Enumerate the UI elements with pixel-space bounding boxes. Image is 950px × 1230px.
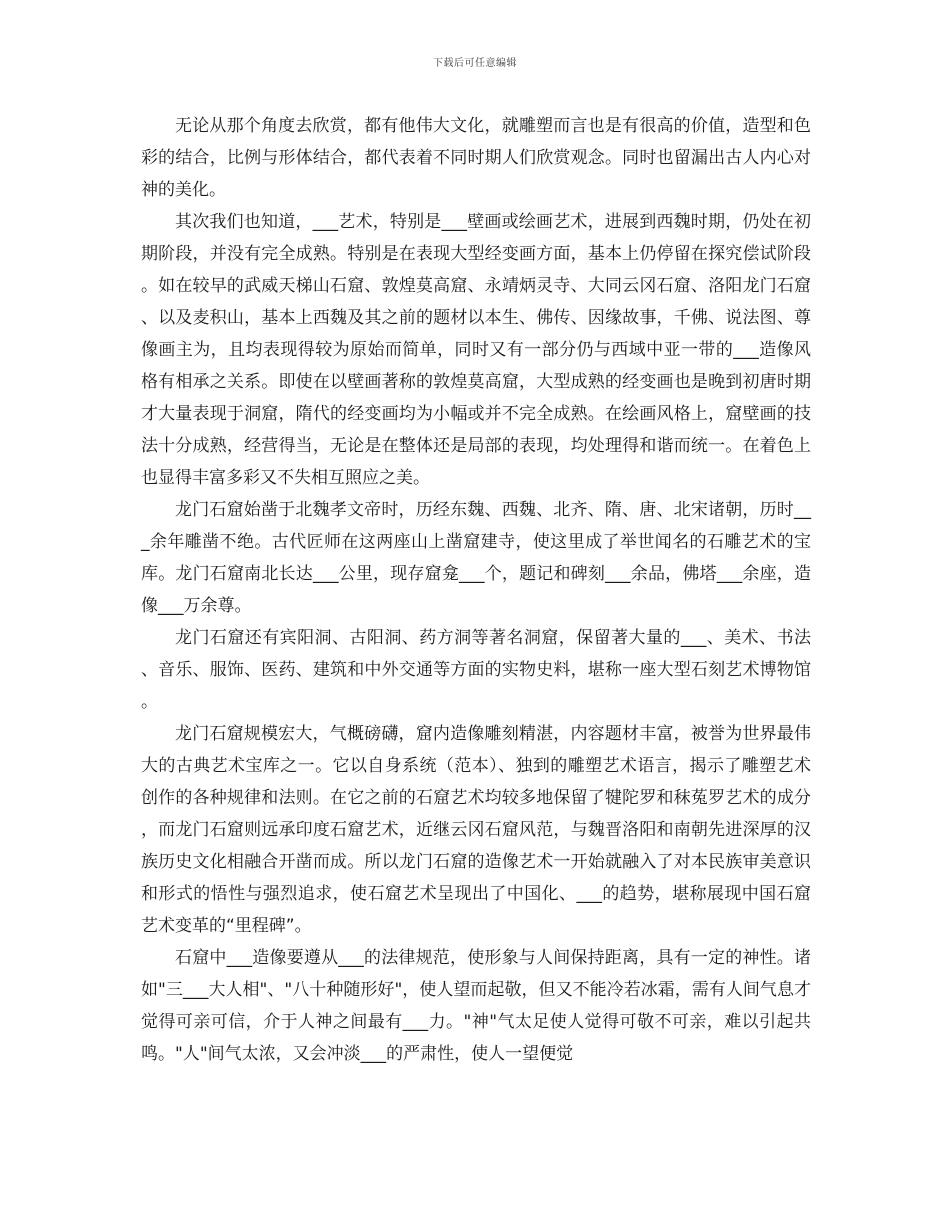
paragraph: 龙门石窟还有宾阳洞、古阳洞、药方洞等著名洞窟，保留著大量的___、美术、书法、音乐、服饰、医药、建筑和中外交通等方面的实物史料，堪称一座大型石刻艺术博物馆。 <box>141 628 811 712</box>
paragraph: 龙门石窟规模宏大，气概磅礴，窟内造像雕刻精湛，内容题材丰富，被誉为世界最伟大的古典艺术宝库之一。它以自身系统（范本）、独到的雕塑艺术语言，揭示了雕塑艺术创作的各种规律和法则。在它之前的石窟艺术均较多地保留了犍陀罗和秣菟罗艺术的成分，而龙门石窟则远承印度石窟艺术，近继云冈石窟风范，与魏晋洛阳和南朝先进深厚的汉族历史文化相融合开凿而成。所以龙门石窟的造像艺术一开始就融入了对本民族审美意识和形式的悟性与强烈追求，使石窟艺术呈现出了中国化、___的趋势，堪称展现中国石窟艺术变革的“里程碑”。 <box>141 724 811 936</box>
page-header: 下载后可任意编辑 <box>433 58 517 69</box>
paragraph: 龙门石窟始凿于北魏孝文帝时，历经东魏、西魏、北齐、隋、唐、北宋诸朝，历时___余年雕凿不绝。古代匠师在这两座山上凿窟建寺，使这里成了举世闻名的石雕艺术的宝库。龙门石窟南北长达___公里，现存窟龛___个，题记和碑刻___余品，佛塔___余座，造像___万余尊。 <box>141 500 811 616</box>
document-body <box>141 110 811 1070</box>
paragraph: 无论从那个角度去欣赏，都有他伟大文化，就雕塑而言也是有很高的价值，造型和色彩的结合，比例与形体结合，都代表着不同时期人们欣赏观念。同时也留漏出古人内心对神的美化。 <box>141 116 811 200</box>
paragraph: 其次我们也知道，___艺术，特别是___壁画或绘画艺术，进展到西魏时期，仍处在初期阶段，并没有完全成熟。特别是在表现大型经变画方面，基本上仍停留在探究偿试阶段。如在较早的武威天梯山石窟、敦煌莫高窟、永靖炳灵寺、大同云冈石窟、洛阳龙门石窟、以及麦积山，基本上西魏及其之前的题材以本生、佛传、因缘故事，千佛、说法图、尊像画主为，且均表现得较为原始而简单，同时又有一部分仍与西域中亚一带的___造像风格有相承之关系。即使在以壁画著称的敦煌莫高窟，大型成熟的经变画也是晚到初唐时期才大量表现于洞窟，隋代的经变画均为小幅或并不完全成熟。在绘画风格上，窟壁画的技法十分成熟，经营得当，无论是在整体还是局部的表现，均处理得和谐而统一。在着色上也显得丰富多彩又不失相互照应之美。 <box>141 212 811 488</box>
paragraph: 石窟中___造像要遵从___的法律规范，使形象与人间保持距离，具有一定的神性。诸如"三___大人相"、"八十种随形好"，使人望而起敬，但又不能冷若冰霜，需有人间气息才觉得可亲可信，介于人神之间最有___力。"神"气太足使人觉得可敬不可亲，难以引起共鸣。"人"间气太浓，又会冲淡___的严肃性，使人一望便觉 <box>141 948 811 1064</box>
